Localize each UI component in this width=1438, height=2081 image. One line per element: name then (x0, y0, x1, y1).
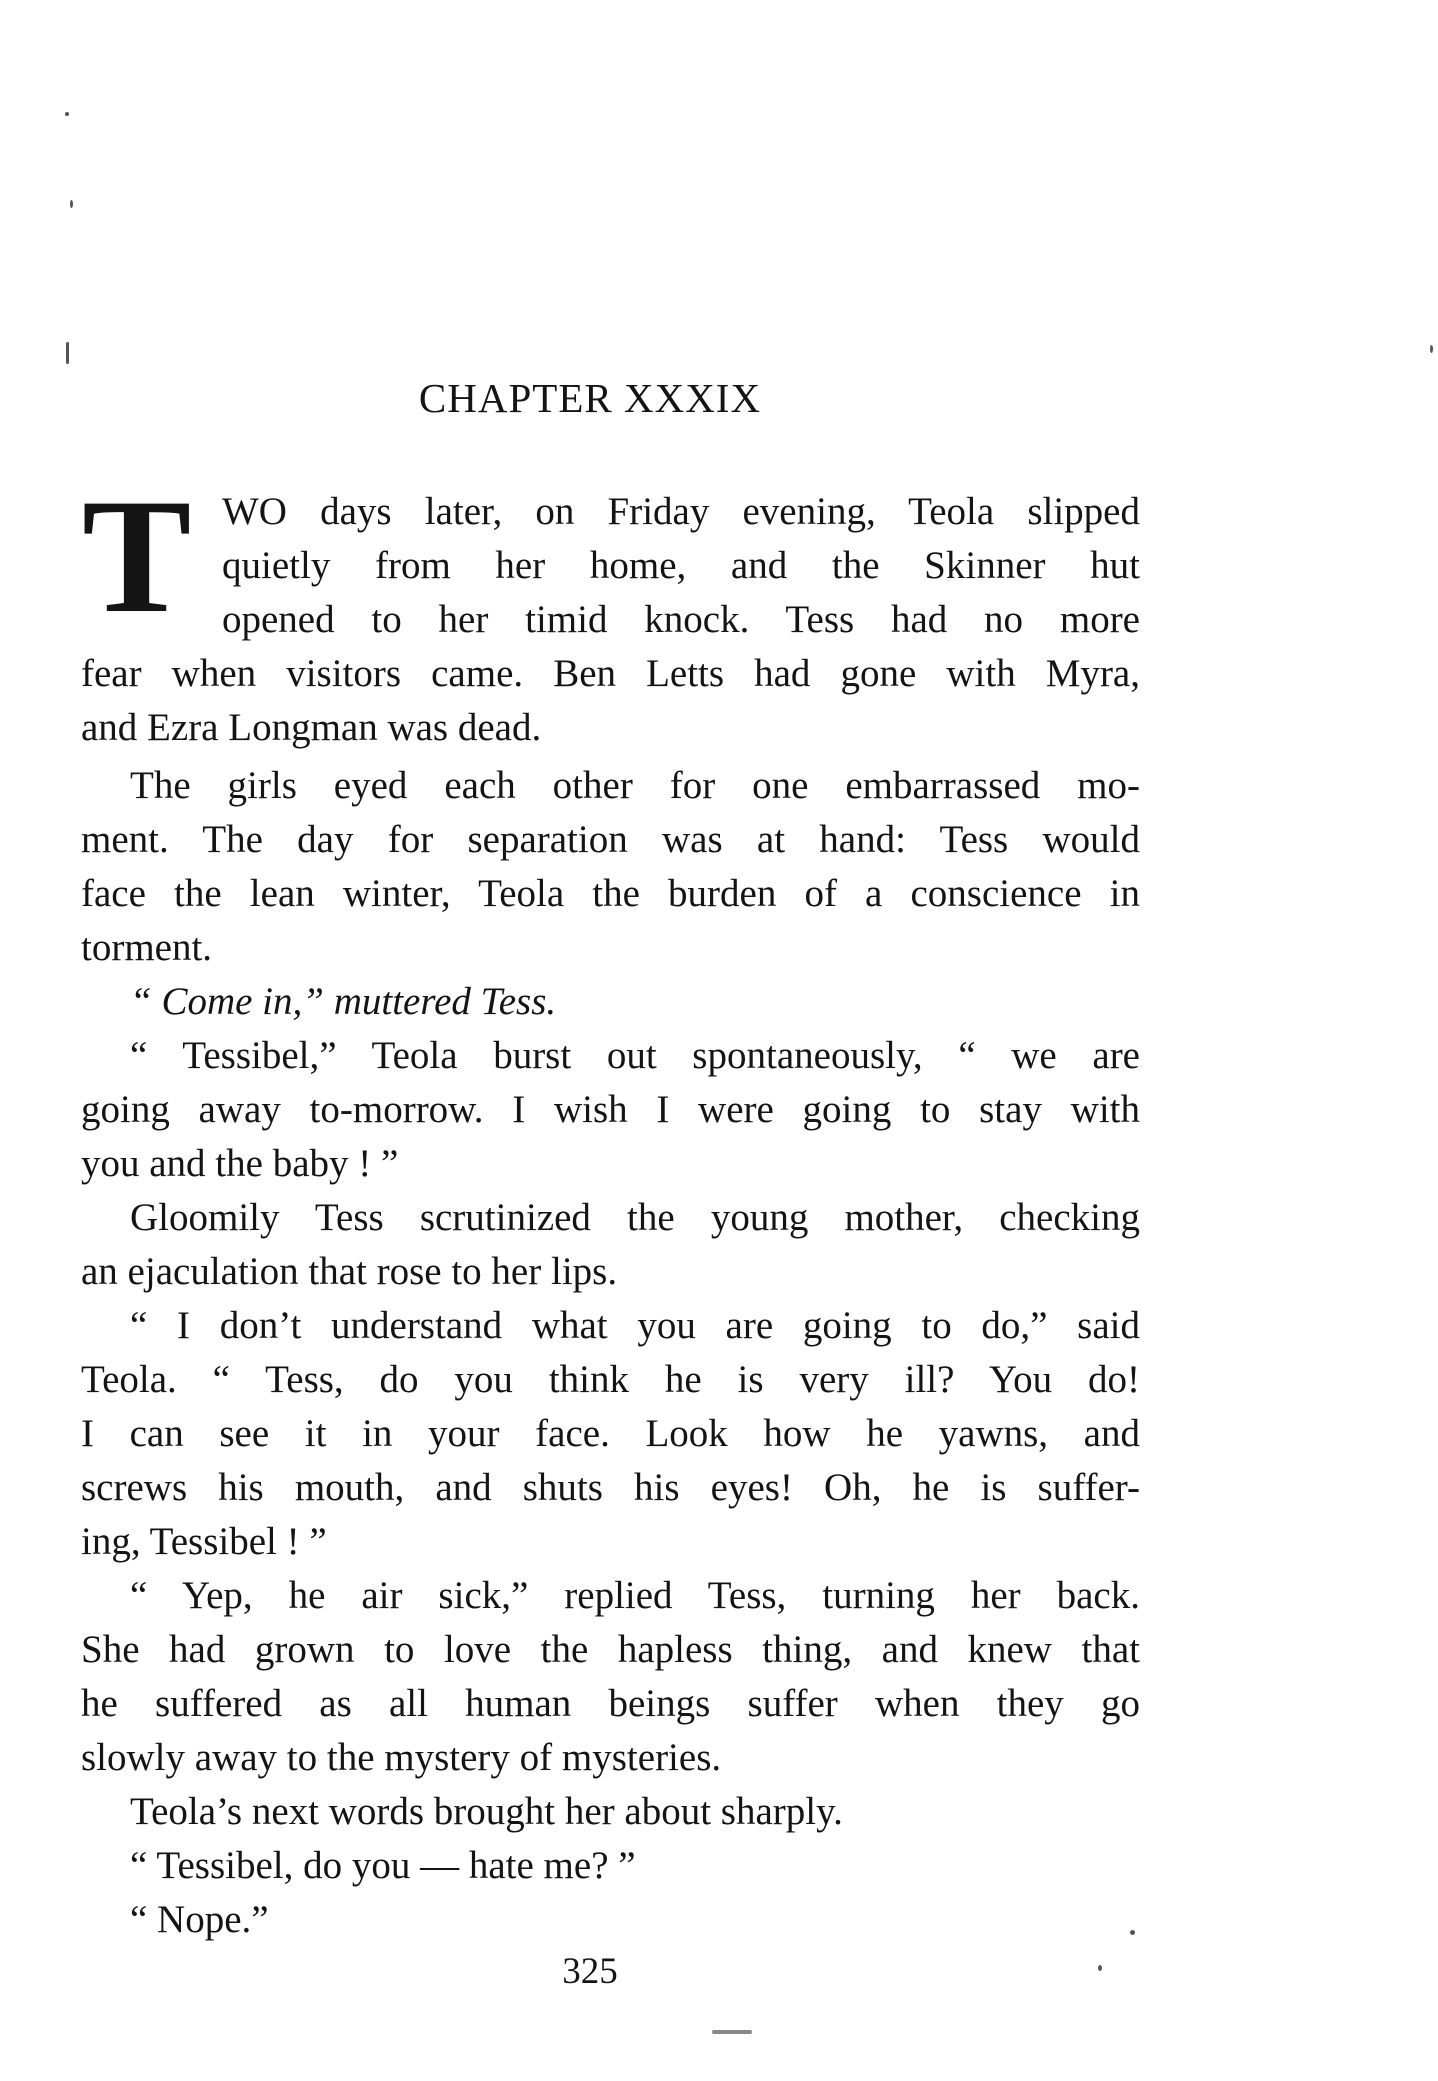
scan-speck (66, 342, 69, 364)
text-line: Teola’s next words brought her about sharply. (130, 1790, 843, 1833)
text-line: “ I don’t understand what you are going to do,” said (130, 1304, 1140, 1347)
text-line: he suffered as all human beings suffer when they go (81, 1682, 1140, 1725)
text-line: screws his mouth, and shuts his eyes! Oh, he is suffer- (81, 1466, 1140, 1509)
text-line: I can see it in your face. Look how he yawns, and (81, 1412, 1140, 1455)
text-line: ing, Tessibel ! ” (81, 1520, 327, 1563)
text-line: Teola. “ Tess, do you think he is very ill? You do! (81, 1358, 1140, 1401)
text-line: and Ezra Longman was dead. (81, 706, 542, 749)
scan-speck (1130, 1930, 1135, 1935)
text-line: torment. (81, 926, 213, 969)
text-line: WO days later, on Friday evening, Teola slipped (222, 490, 1140, 533)
text-line: “ Nope.” (130, 1898, 269, 1941)
scan-speck (1430, 345, 1433, 353)
text-line: fear when visitors came. Ben Letts had gone with Myra, (81, 652, 1140, 695)
text-line: an ejaculation that rose to her lips. (81, 1250, 618, 1293)
text-line: face the lean winter, Teola the burden of a conscience in (81, 872, 1140, 915)
text-line: She had grown to love the hapless thing, and knew that (81, 1628, 1140, 1671)
drop-cap: T (82, 466, 192, 647)
scan-speck (712, 2030, 752, 2034)
text-line: “ Tessibel,” Teola burst out spontaneously, “ we are (130, 1034, 1140, 1077)
text-line: slowly away to the mystery of mysteries. (81, 1736, 722, 1779)
scan-speck (65, 112, 69, 116)
chapter-title: CHAPTER XXXIX (418, 375, 762, 421)
text-line: going away to-morrow. I wish I were going to stay with (81, 1088, 1140, 1131)
text-line: “ Tessibel, do you — hate me? ” (130, 1844, 636, 1887)
text-line: “ Yep, he air sick,” replied Tess, turning her back. (130, 1574, 1140, 1617)
scan-speck (70, 200, 73, 208)
text-line: Gloomily Tess scrutinized the young mother, checking (130, 1196, 1140, 1239)
text-line: opened to her timid knock. Tess had no more (222, 598, 1140, 641)
text-line: you and the baby ! ” (81, 1142, 399, 1185)
page-number: 325 (562, 1951, 618, 1992)
scan-speck (1098, 1965, 1102, 1971)
text-line: ment. The day for separation was at hand: Tess would (81, 818, 1140, 861)
text-line: quietly from her home, and the Skinner hut (222, 544, 1140, 587)
text-line: “ Come in,” muttered Tess. (130, 980, 557, 1023)
text-line: The girls eyed each other for one embarrassed mo- (130, 764, 1140, 807)
